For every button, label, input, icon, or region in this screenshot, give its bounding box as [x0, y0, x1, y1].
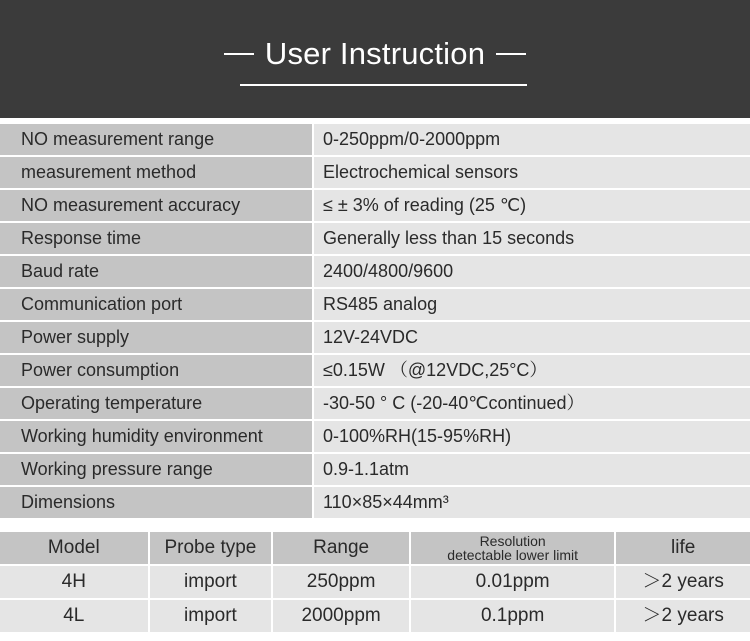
- header-range: Range: [273, 532, 409, 564]
- header-resolution-line2: detectable lower limit: [447, 547, 579, 563]
- spec-row: [0, 289, 750, 320]
- model-table-header: [0, 532, 750, 564]
- spec-label: Communication port: [0, 289, 312, 320]
- spec-value: Electrochemical sensors: [314, 157, 750, 188]
- spec-value: 0-250ppm/0-2000ppm: [314, 124, 750, 155]
- cell-life: ＞2 years: [616, 600, 750, 632]
- spec-label: Response time: [0, 223, 312, 254]
- spec-label: Operating temperature: [0, 388, 312, 419]
- spec-label: Working pressure range: [0, 454, 312, 485]
- spec-row: [0, 223, 750, 254]
- spec-value: 0.9-1.1atm: [314, 454, 750, 485]
- cell-model: 4H: [0, 566, 148, 598]
- spec-row: [0, 355, 750, 386]
- spec-label: Working humidity environment: [0, 421, 312, 452]
- spec-label: Power consumption: [0, 355, 312, 386]
- header-resolution-line1: Resolution: [479, 533, 546, 549]
- spec-value: 2400/4800/9600: [314, 256, 750, 287]
- header-banner: [0, 0, 750, 118]
- spec-row: [0, 454, 750, 485]
- spec-value: -30-50 ° C (-20-40℃continued）: [314, 388, 750, 419]
- spec-row: [0, 256, 750, 287]
- spec-value: 0-100%RH(15-95%RH): [314, 421, 750, 452]
- header-life: life: [616, 532, 750, 564]
- spec-label: NO measurement range: [0, 124, 312, 155]
- spec-label: measurement method: [0, 157, 312, 188]
- cell-life: ＞2 years: [616, 566, 750, 598]
- cell-range: 2000ppm: [273, 600, 409, 632]
- spec-value: ≤0.15W （@12VDC,25°C）: [314, 355, 750, 386]
- title-dash-left: [224, 53, 254, 55]
- spec-label: Power supply: [0, 322, 312, 353]
- page-title: User Instruction: [264, 36, 486, 71]
- spec-row: [0, 421, 750, 452]
- spec-label: NO measurement accuracy: [0, 190, 312, 221]
- spec-value: RS485 analog: [314, 289, 750, 320]
- spec-row: [0, 487, 750, 518]
- title-underline: [240, 84, 527, 86]
- cell-probe-type: import: [150, 600, 272, 632]
- title-wrap: [0, 36, 750, 72]
- spec-row: [0, 388, 750, 419]
- spec-value: ≤ ± 3% of reading (25 ℃): [314, 190, 750, 221]
- cell-resolution: 0.1ppm: [411, 600, 614, 632]
- table-row: [0, 600, 750, 632]
- spec-label: Baud rate: [0, 256, 312, 287]
- spec-value: 12V-24VDC: [314, 322, 750, 353]
- header-probe-type: Probe type: [150, 532, 272, 564]
- spec-value: Generally less than 15 seconds: [314, 223, 750, 254]
- cell-resolution: 0.01ppm: [411, 566, 614, 598]
- spec-row: [0, 157, 750, 188]
- table-row: [0, 566, 750, 598]
- cell-probe-type: import: [150, 566, 272, 598]
- cell-range: 250ppm: [273, 566, 409, 598]
- spec-label: Dimensions: [0, 487, 312, 518]
- spec-row: [0, 190, 750, 221]
- spec-row: [0, 124, 750, 155]
- spec-value: 110×85×44mm³: [314, 487, 750, 518]
- spec-table: [0, 124, 750, 520]
- header-resolution: [411, 532, 614, 564]
- header-model: Model: [0, 532, 148, 564]
- spec-row: [0, 322, 750, 353]
- title-dash-right: [496, 53, 526, 55]
- model-table: [0, 532, 750, 634]
- cell-model: 4L: [0, 600, 148, 632]
